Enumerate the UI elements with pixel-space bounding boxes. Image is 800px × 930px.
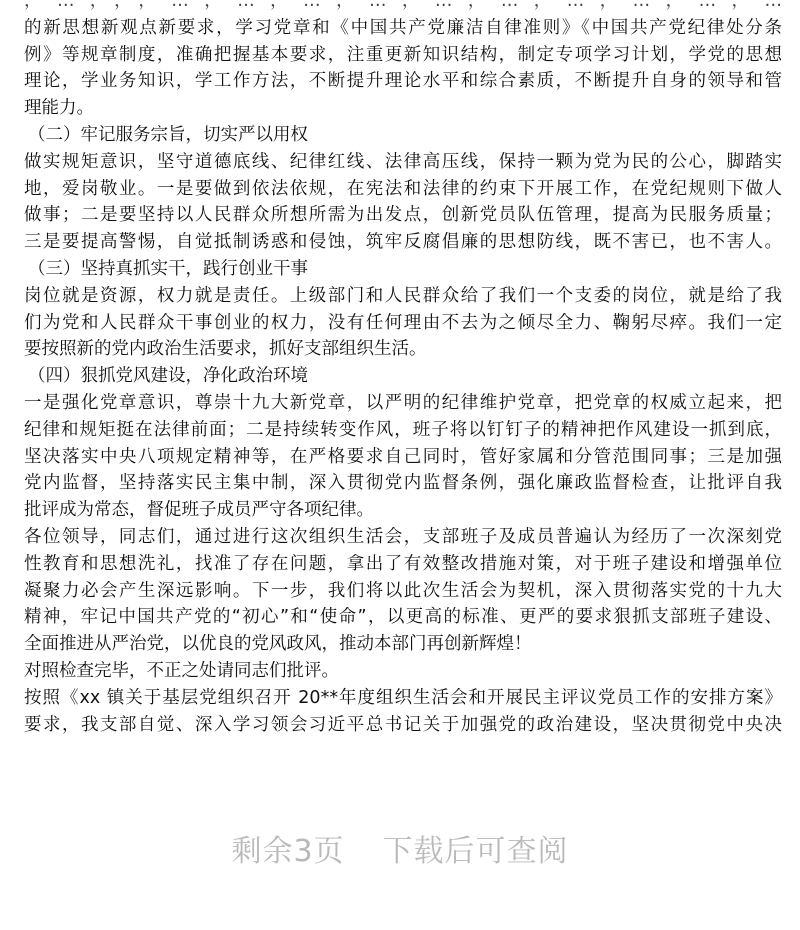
text-line: 纪律和规矩挺在法律前面；二是持续转变作风，班子将以钉钉子的精神把作风建设一抓到底，: [24, 419, 782, 440]
download-hint-label: 下载后可查阅: [382, 834, 569, 869]
section-heading: （四）狠抓党风建设，净化政治环境: [28, 366, 308, 387]
text-line: 要按照新的党内政治生活要求，抓好支部组织生活。: [24, 339, 427, 360]
remaining-pages-label: 剩余3页: [231, 834, 345, 869]
text-line: 党内监督，坚持落实民主集中制，深入贯彻党内监督条例，强化廉政监督检查，让批评自我: [24, 473, 782, 494]
remaining-pages-notice[interactable]: [0, 832, 800, 872]
text-line: 三是要提高警惕，自觉抵制诱惑和侵蚀，筑牢反腐倡廉的思想防线，既不害已，也不害人。: [24, 232, 782, 253]
text-line: 批评成为常态，督促班子成员严守各项纪律。: [24, 500, 374, 521]
text-line: 凝聚力必会产生深远影响。下一步，我们将以此次生活会为契机，深入贯彻落实党的十九大: [24, 580, 782, 601]
document-body: [24, 0, 782, 738]
text-line: 各位领导，同志们，通过进行这次组织生活会，支部班子及成员普遍认为经历了一次深刻党: [24, 526, 782, 547]
text-line: 理论，学业务知识，学工作方法，不断提升理论水平和综合素质，不断提升自身的领导和管: [24, 71, 782, 92]
text-line: 要求，我支部自觉、深入学习领会习近平总书记关于加强党的政治建设，坚决贯彻党中央决: [24, 714, 782, 735]
text-line: 做实规矩意识，坚守道德底线、纪律红线、法律高压线，保持一颗为党为民的公心，脚踏实: [24, 151, 782, 172]
text-line: 性教育和思想洗礼，找准了存在问题，拿出了有效整改措施对策，对于班子建设和增强单位: [24, 553, 782, 574]
text-line: 对照检查完毕，不正之处请同志们批评。: [24, 660, 339, 681]
text-line: 全面推进从严治党，以优良的党风政风，推动本部门再创新辉煌！: [24, 634, 532, 655]
text-line: ，…，，，…，…，…，…，…，…，…，…，…，…: [24, 0, 782, 11]
text-line: 岗位就是资源，权力就是责任。上级部门和人民群众给了我们一个支委的岗位，就是给了我: [24, 285, 782, 306]
text-line: 们为党和人民群众干事创业的权力，没有任何理由不去为之倾尽全力、鞠躬尽瘁。我们一定: [24, 312, 782, 333]
text-line: 理能力。: [24, 98, 94, 119]
section-heading: （三）坚持真抓实干，践行创业干事: [28, 258, 308, 279]
text-line: 做事；二是要坚持以人民群众所想所需为出发点，创新党员队伍管理，提高为民服务质量；: [24, 205, 782, 226]
text-line: 精神，牢记中国共产党的“初心”和“使命”，以更高的标准、更严的要求狠抓支部班子建设、: [24, 607, 782, 628]
text-line: 地，爱岗敬业。一是要做到依法依规，在宪法和法律的约束下开展工作，在党纪规则下做人: [24, 178, 782, 199]
text-line: 坚决落实中央八项规定精神等，在严格要求自己同时，管好家属和分管范围同事；三是加强: [24, 446, 782, 467]
text-line: 例》等规章制度，准确把握基本要求，注重更新知识结构，制定专项学习计划，学党的思想: [24, 44, 782, 65]
text-line: 的新思想新观点新要求，学习党章和《中国共产党廉洁自律准则》《中国共产党纪律处分条: [24, 17, 782, 38]
section-heading: （二）牢记服务宗旨，切实严以用权: [28, 124, 308, 145]
text-line: 一是强化党章意识，尊崇十九大新党章，以严明的纪律维护党章，把党章的权威立起来，把: [24, 392, 782, 413]
text-line: 按照《xx 镇关于基层党组织召开 20**年度组织生活会和开展民主评议党员工作的安排方案》: [24, 687, 782, 708]
